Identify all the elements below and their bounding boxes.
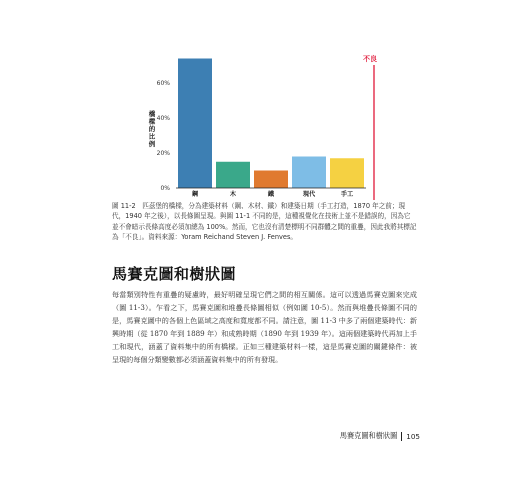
threshold-label: 不良 bbox=[363, 55, 377, 63]
x-tick-label: 手工 bbox=[340, 191, 354, 198]
page-number: 105 bbox=[406, 431, 420, 441]
bar-5 bbox=[330, 158, 364, 188]
x-tick-label: 鋼 bbox=[191, 191, 199, 198]
page-footer bbox=[340, 431, 420, 441]
footer-section-title: 馬賽克圖和樹狀圖 bbox=[339, 431, 398, 440]
bar-3 bbox=[254, 171, 288, 189]
y-axis-label-char: 的 bbox=[148, 125, 156, 133]
y-tick-label: 20% bbox=[156, 150, 170, 157]
figure-caption: 圖 11-2 匹茲堡的橋樑，分為建築材料（鋼、木材、鐵）和建築日期（手工打造，1870 年之前；現代，1940 年之後），以長條圖呈現。與圖 11-1 不同的是，這種視覺化在技術上並不是錯誤的，因為它並不會暗示長條高度必須加總為 100%。然而，它也沒有清楚標明不同群體之間的重疊，因此我將其標記為「不良」。資料來源：Yoram Reichand Steven J. Fenves。 bbox=[112, 202, 417, 242]
bar-1 bbox=[178, 59, 212, 189]
y-axis-ticks bbox=[157, 80, 171, 192]
bar-4 bbox=[292, 157, 326, 189]
x-tick-label: 鐵 bbox=[267, 191, 275, 198]
y-axis-label-char: 例 bbox=[148, 140, 156, 148]
bar-chart bbox=[140, 48, 390, 208]
y-axis-label-char: 比 bbox=[148, 132, 156, 141]
bar-2 bbox=[216, 162, 250, 188]
footer-divider bbox=[401, 432, 402, 441]
y-axis-label bbox=[148, 109, 156, 148]
y-tick-label: 40% bbox=[156, 115, 170, 122]
body-paragraph: 每當類別特性有重疊的疑慮時，最好明確呈現它們之間的相互關係。這可以透過馬賽克圖來完成（圖 11-3）。乍看之下，馬賽克圖和堆疊長條圖相似（例如圖 10-5）。然而與堆疊長條圖不同的是，馬賽克圖中的各個上色區域之高度和寬度都不同。請注意，圖 11-3 中多了兩個建築時代：新興時期（從 1870 年到 1889 年）和成熟時期（1890 年到 1939 年）。這兩個建築時代再加上手工和現代，涵蓋了資料集中的所有橋樑。正如三種建築材料一樣，這是馬賽克圖的關鍵條件：被呈現的每個分類變數都必須涵蓋資料集中的所有發現。 bbox=[112, 290, 417, 364]
x-tick-label: 木 bbox=[229, 191, 237, 198]
bars bbox=[178, 59, 364, 189]
y-tick-label: 60% bbox=[156, 80, 170, 87]
x-tick-label: 現代 bbox=[302, 191, 316, 198]
y-axis-label-char: 樑 bbox=[148, 117, 156, 126]
y-tick-label: 0% bbox=[160, 185, 170, 192]
y-axis-label-char: 橋 bbox=[148, 110, 156, 118]
section-heading: 馬賽克圖和樹狀圖 bbox=[112, 265, 237, 283]
x-axis-ticks bbox=[192, 190, 354, 198]
